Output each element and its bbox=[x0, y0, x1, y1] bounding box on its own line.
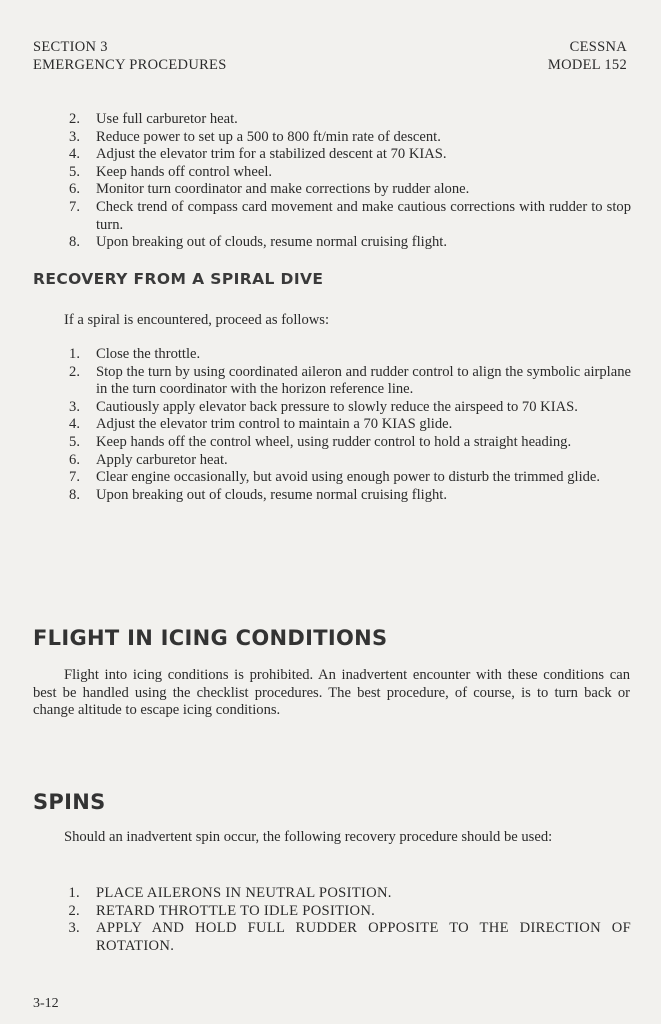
step-text: Reduce power to set up a 500 to 800 ft/min rate of descent. bbox=[96, 128, 441, 145]
step-number: 2. bbox=[69, 111, 80, 127]
step-text: APPLY AND HOLD FULL RUDDER OPPOSITE TO THE DIRECTION OF ROTATION. bbox=[96, 920, 631, 954]
step-item bbox=[0, 181, 661, 199]
step-item bbox=[0, 234, 661, 252]
step-item bbox=[0, 885, 661, 903]
step-item bbox=[0, 452, 661, 470]
step-number: 2. bbox=[68, 902, 80, 919]
step-number: 5. bbox=[69, 433, 80, 450]
step-text: Stop the turn by using coordinated aileron and rudder control to align the symbolic airplane in the turn coordinator with the horizon reference line. bbox=[96, 363, 631, 398]
step-number: 3. bbox=[69, 128, 80, 145]
page-number: 3-12 bbox=[33, 996, 59, 1011]
step-item bbox=[0, 346, 661, 364]
step-item bbox=[0, 920, 661, 955]
spins-heading: SPINS bbox=[33, 790, 106, 814]
step-number: 6. bbox=[69, 451, 80, 468]
step-text: Monitor turn coordinator and make corrections by rudder alone. bbox=[96, 181, 470, 198]
step-text: Check trend of compass card movement and make cautious corrections with rudder to stop turn. bbox=[96, 198, 631, 233]
step-number: 2. bbox=[69, 363, 80, 380]
step-text: Apply carburetor heat. bbox=[96, 451, 228, 468]
icing-heading: FLIGHT IN ICING CONDITIONS bbox=[33, 626, 388, 650]
model-label: MODEL 152 bbox=[547, 57, 627, 73]
step-item bbox=[0, 111, 661, 129]
step-item bbox=[0, 146, 661, 164]
step-number: 8. bbox=[69, 234, 80, 251]
step-number: 4. bbox=[69, 416, 80, 433]
step-item bbox=[0, 364, 661, 399]
step-number: 7. bbox=[69, 469, 80, 486]
step-text: Close the throttle. bbox=[96, 346, 201, 362]
step-text: Use full carburetor heat. bbox=[96, 111, 238, 127]
step-text: Keep hands off control wheel. bbox=[96, 163, 273, 180]
step-item bbox=[0, 399, 661, 417]
step-number: 8. bbox=[69, 486, 80, 503]
spins-steps-list bbox=[0, 885, 661, 955]
step-text: RETARD THROTTLE TO IDLE POSITION. bbox=[96, 902, 376, 919]
manufacturer-label: CESSNA bbox=[569, 39, 627, 55]
spiral-intro: If a spiral is encountered, proceed as follows: bbox=[64, 312, 330, 328]
step-text: Cautiously apply elevator back pressure to slowly reduce the airspeed to 70 KIAS. bbox=[96, 398, 578, 415]
step-text: Adjust the elevator trim for a stabilized descent at 70 KIAS. bbox=[96, 146, 447, 163]
step-item bbox=[0, 903, 661, 921]
step-item bbox=[0, 199, 661, 234]
step-text: Keep hands off the control wheel, using rudder control to hold a straight heading. bbox=[96, 433, 572, 450]
step-item bbox=[0, 434, 661, 452]
icing-paragraph: Flight into icing conditions is prohibited. An inadvertent encounter with these conditions can best be handled using the checklist procedures. The best procedure, of course, is to turn back or change altitude to escape icing conditions. bbox=[33, 667, 630, 719]
step-number: 5. bbox=[69, 163, 80, 180]
spins-paragraph: Should an inadvertent spin occur, the following recovery procedure should be used: bbox=[64, 829, 553, 845]
step-item bbox=[0, 164, 661, 182]
step-number: 1. bbox=[68, 885, 80, 901]
section-header bbox=[33, 38, 227, 74]
step-number: 1. bbox=[69, 346, 80, 362]
step-item bbox=[0, 416, 661, 434]
step-text: Upon breaking out of clouds, resume normal cruising flight. bbox=[96, 234, 447, 251]
step-text: Upon breaking out of clouds, resume normal cruising flight. bbox=[96, 486, 447, 503]
section-label: SECTION 3 bbox=[33, 39, 108, 55]
section-title: EMERGENCY PROCEDURES bbox=[33, 57, 227, 73]
step-text: PLACE AILERONS IN NEUTRAL POSITION. bbox=[96, 885, 392, 901]
step-number: 7. bbox=[69, 198, 80, 215]
step-item bbox=[0, 487, 661, 505]
step-item bbox=[0, 129, 661, 147]
step-text: Clear engine occasionally, but avoid using enough power to disturb the trimmed glide. bbox=[96, 469, 601, 486]
step-number: 6. bbox=[69, 181, 80, 198]
step-number: 4. bbox=[69, 146, 80, 163]
spiral-heading: RECOVERY FROM A SPIRAL DIVE bbox=[33, 270, 324, 288]
model-header bbox=[548, 38, 627, 74]
step-number: 3. bbox=[68, 920, 80, 937]
step-number: 3. bbox=[69, 398, 80, 415]
step-item bbox=[0, 469, 661, 487]
spiral-steps-list bbox=[0, 346, 661, 504]
step-text: Adjust the elevator trim control to maintain a 70 KIAS glide. bbox=[96, 416, 453, 433]
clouds-steps-list bbox=[0, 111, 661, 252]
